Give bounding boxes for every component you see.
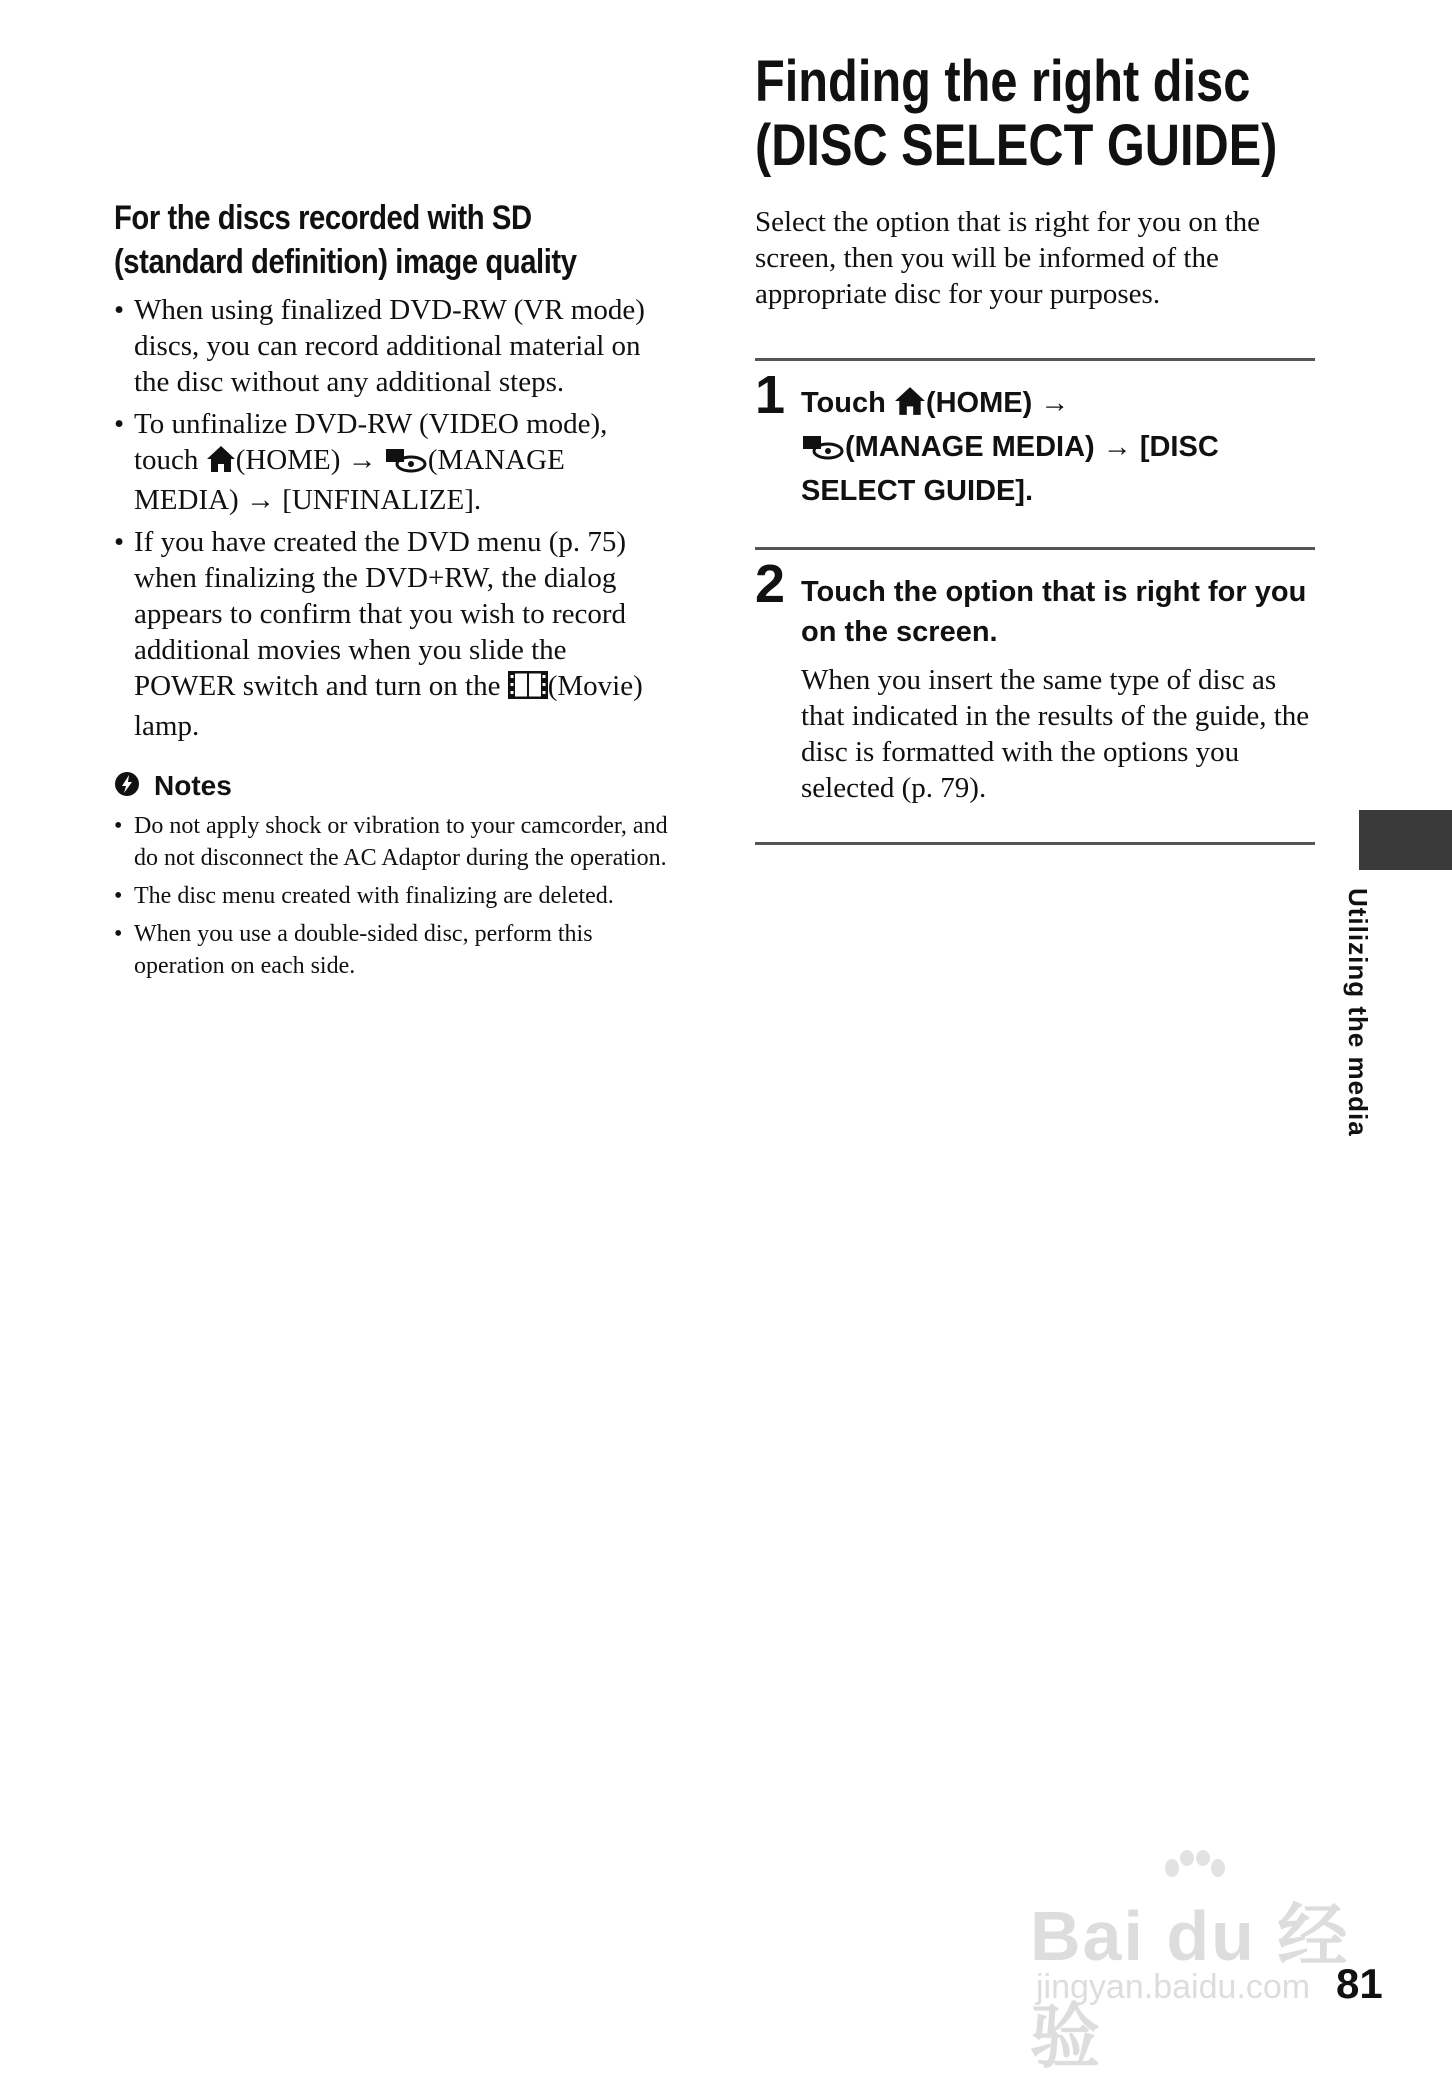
list-item: • The disc menu created with finalizing are deleted. [114,880,674,912]
left-column [114,196,674,988]
page-title: Finding the right disc (DISC SELECT GUIDE) [755,49,1278,178]
movie-icon [508,671,548,708]
step-instruction: Touch (HOME) → (MANAGE MEDIA) → [DISC SELECT GUIDE]. [801,387,1219,507]
intro-paragraph: Select the option that is right for you on the screen, then you will be informed of the appropriate disc for your purposes. [755,206,1260,310]
list-item: • When using finalized DVD-RW (VR mode) discs, you can record additional material on the disc without any additional steps. [114,292,674,400]
step-instruction: Touch the option that is right for you on the screen. [801,576,1307,648]
step-1 [755,361,1315,547]
side-tab [1359,810,1452,870]
home-icon [206,445,236,482]
page-number: 81 [1336,1960,1383,2007]
notes-icon [114,771,140,802]
list-item: • When you use a double-sided disc, perform this operation on each side. [114,918,674,982]
side-tab-label: Utilizing the media [1343,888,1373,1137]
step-2 [755,550,1315,842]
step-number: 1 [755,365,786,425]
manage-media-icon [801,431,845,471]
manage-media-icon [384,446,428,482]
list-item: • To unfinalize DVD-RW (VIDEO mode), touch (HOME) → (MANAGE MEDIA) → [UNFINALIZE]. [114,406,674,518]
step-number: 2 [755,554,786,614]
notes-list [114,810,674,982]
list-item: • Do not apply shock or vibration to your camcorder, and do not disconnect the AC Adaptor during the operation. [114,810,674,874]
list-item: • If you have created the DVD menu (p. 75) when finalizing the DVD+RW, the dialog appears to confirm that you wish to record additional movies when you slide the POWER switch and turn on the (Movie) lamp. [114,524,674,744]
step-description: When you insert the same type of disc as that indicated in the results of the guide, the disc is formatted with the options you selected (p. 79). [801,664,1310,804]
watermark: Bai du 经验 jingyan.baidu.com [1030,1850,1360,2000]
section-heading-sd: For the discs recorded with SD (standard definition) image quality [114,199,577,281]
home-icon [894,386,926,427]
right-column [755,50,1315,845]
sd-bullet-list [114,292,674,744]
notes-heading: Notes [114,770,674,802]
divider [755,842,1315,845]
